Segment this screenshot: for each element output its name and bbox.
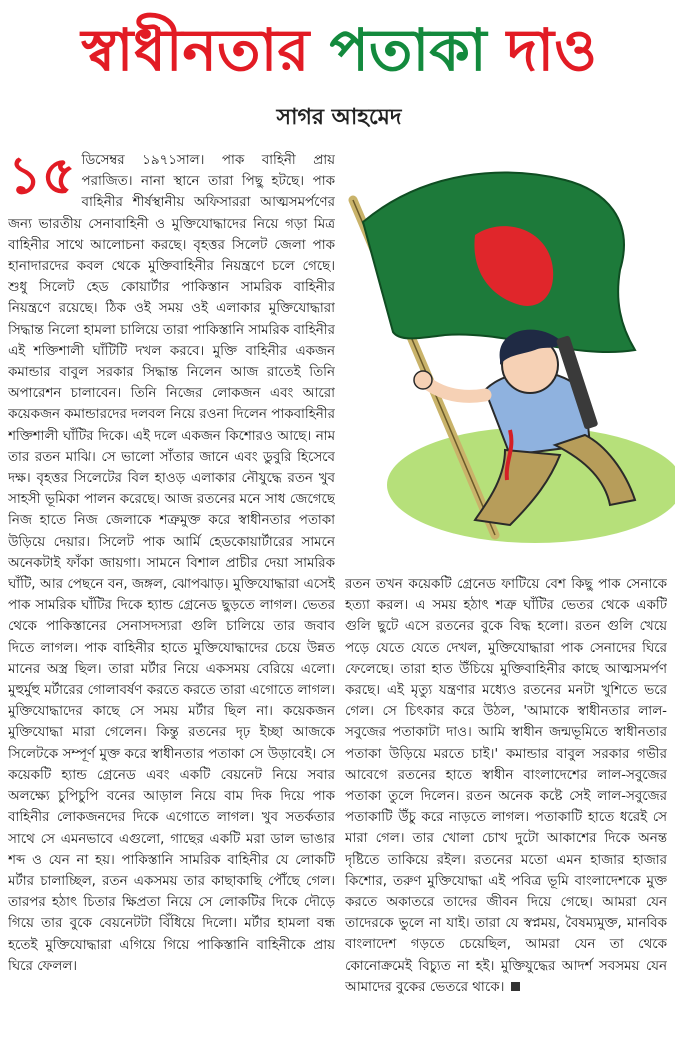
article-column-right xyxy=(345,574,667,1044)
boy-hand xyxy=(414,371,432,389)
title-red-part: স্বাধীনতার xyxy=(81,16,310,84)
author-byline: সাগর আহমেদ xyxy=(276,105,402,130)
boy-with-flag-illustration xyxy=(335,160,675,560)
column-left-text: ডিসেম্বর ১৯৭১সাল। পাক বাহিনী প্রায় পরাজিত। নানা স্থানে তারা পিছু হটছে। পাক বাহিনীর শীর্ষস্থানীয় অফিসাররা আত্মসমর্পণের জন্য ভারতীয় সেনাবাহিনী ও মুক্তিযোদ্ধাদের নিয়ে গড়া মিত্র বাহিনীর সাথে আলোচনা করছে। বৃহত্তর সিলেট জেলা পাক হানাদারদের কবল থেকে মুক্তিবাহিনীর নিয়ন্ত্রণে চলে গেছে। শুধু সিলেট হেড কোয়ার্টার পাকিস্তান সামরিক বাহিনীর নিয়ন্ত্রণে রয়েছে। ঠিক ওই সময় ওই এলাকার মুক্তিযোদ্ধারা সিদ্ধান্ত নিলো হামলা চালিয়ে তারা পাকিস্তানি সামরিক বাহিনীর এই শক্তিশালী ঘাঁটিটি দখল করবে। মুক্তি বাহিনীর একজন কমান্ডার বাবুল সরকার সিদ্ধান্ত নিলেন আজ রাতেই তিনি অপারেশন চালাবেন। তিনি নিজের লোকজন এবং আরো কয়েকজন কমান্ডারদের দলবল নিয়ে রওনা দিলেন পাকবাহিনীর শক্তিশালী ঘাঁটির দিকে। এই দলে একজন কিশোরও আছে। নাম তার রতন মাঝি। সে ভালো সাঁতার জানে এবং ডুবুরি হিসেবে দক্ষ। বৃহত্তর সিলেটের বিল হাওড় এলাকার নৌযুদ্ধে রতন খুব সাহসী ভূমিকা পালন করেছে। আজ রতনের মনে সাধ জেগেছে নিজ হাতে নিজ জেলাকে শত্রুমুক্ত করে স্বাধীনতার পতাকা উড়িয়ে দেয়ার। সিলেট পাক আর্মি হেডকোয়ার্টারের সামনে অনেকটাই ফাঁকা জায়গা। সামনে বিশাল প্রাচীর দেয়া সামরিক ঘাঁটি, আর পেছনে বন, জঙ্গল, ঝোপঝাড়। মুক্তিযোদ্ধারা এসেই পাক সামরিক ঘাঁটির দিকে হ্যান্ড গ্রেনেড ছুড়তে লাগল। ভেতর থেকে পাকিস্তানের সেনাসদস্যরা গুলি চালিয়ে তার জবাব দিতে লাগল। পাক বাহিনীর হাতে মুক্তিযোদ্ধাদের চেয়ে উন্নত মানের অস্ত্র ছিল। তারা মর্টার নিয়ে একসময় বেরিয়ে এলো। মুহুর্মুহু মর্টারের গোলাবর্ষণ করতে করতে তারা এগোতে লাগল। মুক্তিযোদ্ধাদের কাছে সে সময় মর্টার ছিল না। কয়েকজন মুক্তিযোদ্ধা মারা গেলেন। কিন্তু রতনের দৃঢ় ইচ্ছা আজকে সিলেটকে সম্পূর্ণ মুক্ত করে স্বাধীনতার পতাকা সে উড়াবেই। সে কয়েকটি হ্যান্ড গ্রেনেড এবং একটি বেয়নেট নিয়ে সবার অলক্ষ্যে চুপিচুপি বনের আড়াল নিয়ে বাম দিক দিয়ে পাক বাহিনীর লোকজনদের দিকে এগোতে লাগল। খুব সতর্কতার সাথে সে এমনভাবে এগুলো, গাছের একটি মরা ডাল ভাঙার শব্দ ও যেন না হয়। পাকিস্তানি সামরিক বাহিনীর যে লোকটি মর্টার চালাচ্ছিল, রতন একসময় তার কাছাকাছি পৌঁছে গেল। তারপর হঠাৎ চিতার ক্ষিপ্রতা নিয়ে সে লোকটির দিকে দৌড়ে গিয়ে তার বুকে বেয়নেটটা বিঁধিয়ে দিলো। মর্টার হামলা বন্ধ হতেই মুক্তিযোদ্ধারা এগিয়ে গিয়ে পাকিস্তানি বাহিনীকে প্রায় ঘিরে ফেলল। xyxy=(8,153,335,974)
title-red-part-2: দাও xyxy=(506,16,597,84)
title-green-part: পতাকা xyxy=(329,16,487,84)
article-column-left xyxy=(8,150,335,1050)
end-mark xyxy=(511,982,520,991)
article-title xyxy=(0,14,678,86)
drop-cap-date: ১৫ xyxy=(8,150,76,206)
column-right-text: রতন তখন কয়েকটি গ্রেনেড ফাটিয়ে বেশ কিছু পাক সেনাকে হত্যা করল। এ সময় হঠাৎ শত্রু ঘাঁটির ভেতর থেকে একটি গুলি ছুটে এসে রতনের বুকে বিদ্ধ হলো। রতন গুলি খেয়ে পড়ে যেতে যেতে দেখল, মুক্তিযোদ্ধারা পাক সেনাদের ঘিরে ফেলেছে। তারা হাত উঁচিয়ে মুক্তিবাহিনীর কাছে আত্মসমর্পণ করছে। এই মৃত্যু যন্ত্রণার মধ্যেও রতনের মনটা খুশিতে ভরে গেল। সে চিৎকার করে উঠল, 'আমাকে স্বাধীনতার লাল-সবুজের পতাকাটা দাও। আমি স্বাধীন জন্মভূমিতে স্বাধীনতার পতাকা উড়িয়ে মরতে চাই।' কমান্ডার বাবুল সরকার গভীর আবেগে রতনের হাতে স্বাধীন বাংলাদেশের লাল-সবুজের পতাকা তুলে দিলেন। রতন অনেক কষ্টে সেই লাল-সবুজের পতাকাটি উঁচু করে নাড়তে লাগল। পতাকাটি হাতে ধরেই সে মারা গেল। তার খোলা চোখ দুটো আকাশের দিকে অনন্ত দৃষ্টিতে তাকিয়ে রইল। রতনের মতো এমন হাজার হাজার কিশোর, তরুণ মুক্তিযোদ্ধা এই পবিত্র ভূমি বাংলাদেশকে মুক্ত করতে অকাতরে তাদের জীবন দিয়ে গেছে। আমরা যেন তাদেরকে ভুলে না যাই। তারা যে স্বপ্নময়, বৈষম্যমুক্ত, মানবিক বাংলাদেশ গড়তে চেয়েছিল, আমরা যেন তা থেকে কোনোক্রমেই বিচ্যুত না হই। মুক্তিযুদ্ধের আদর্শ সবসময় যেন আমাদের বুকের ভেতরে থাকে। xyxy=(345,577,667,995)
